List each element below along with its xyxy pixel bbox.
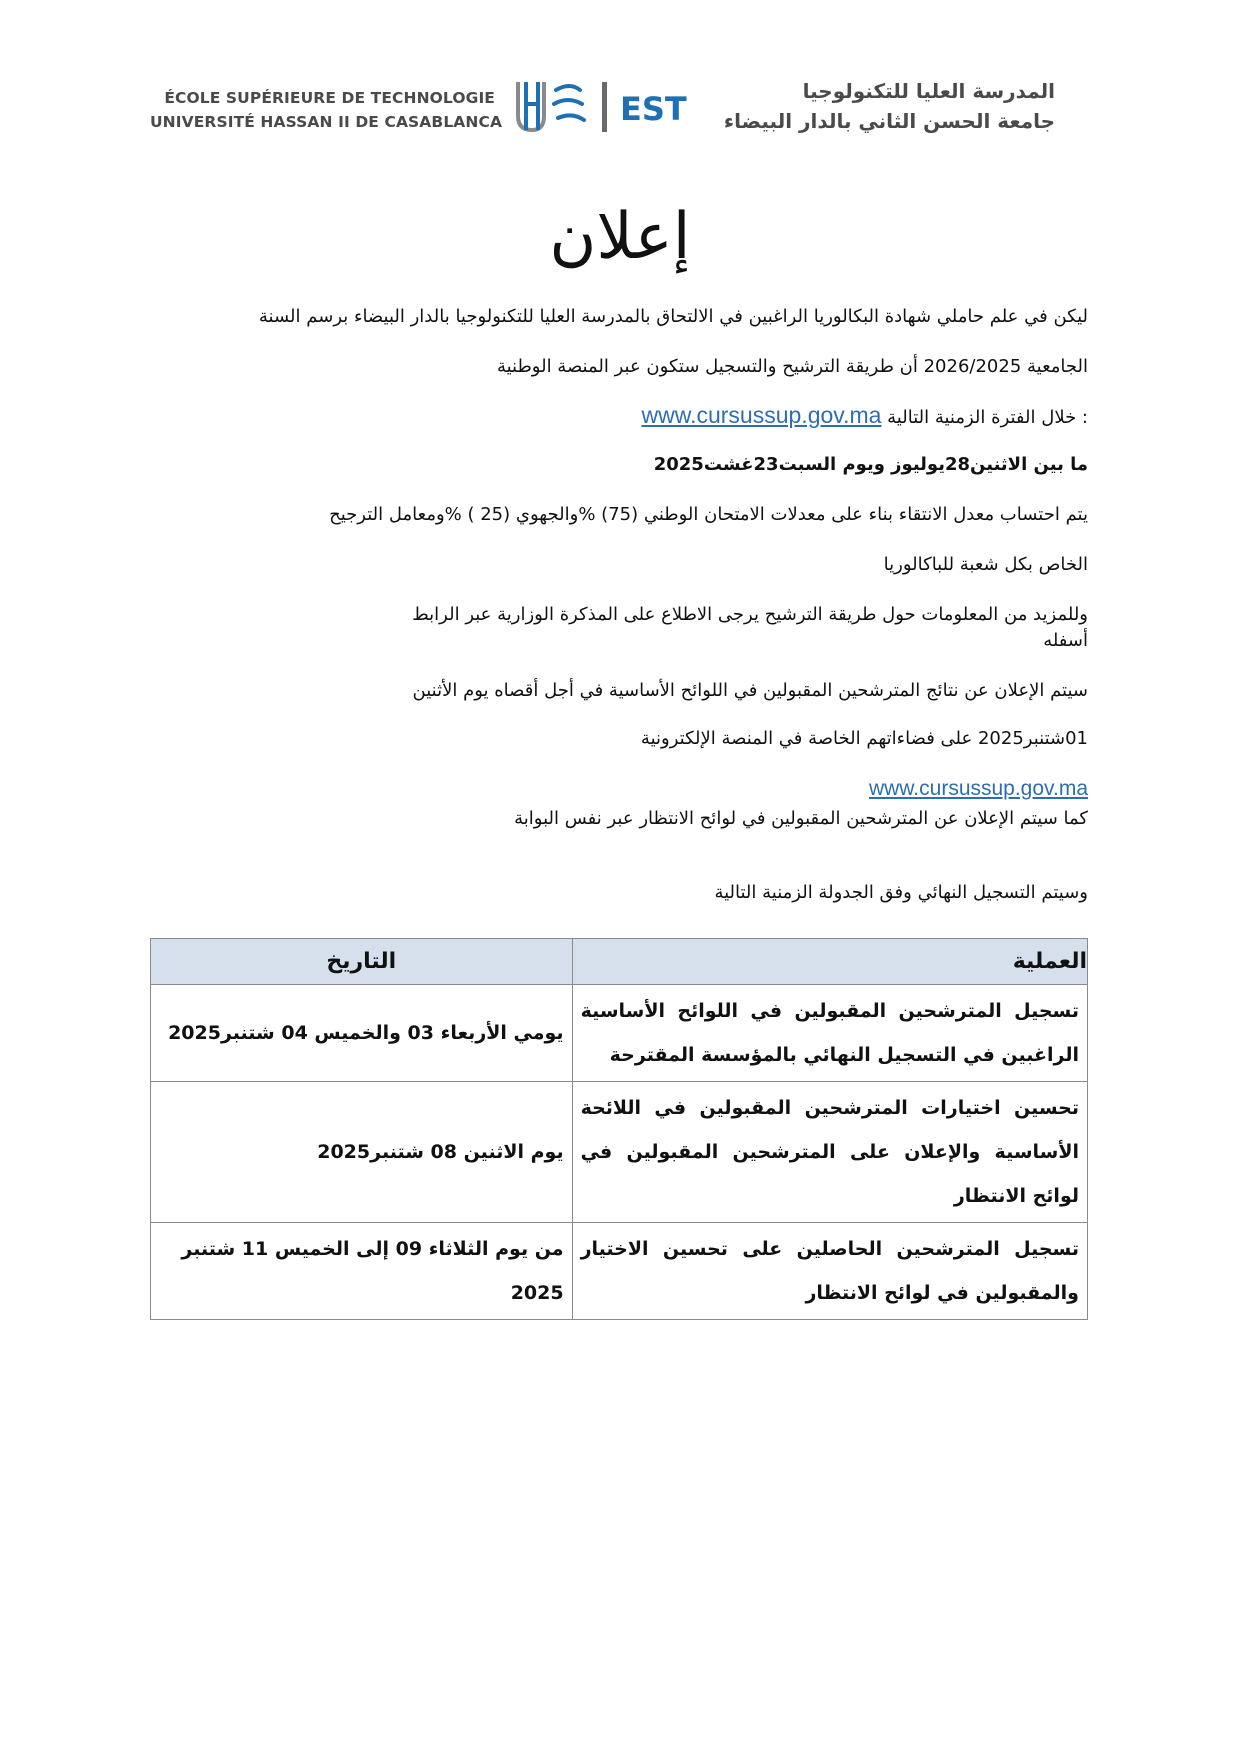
paragraph-6: الخاص بكل شعبة للباكالوريا bbox=[883, 554, 1088, 575]
header-operation: العملية bbox=[572, 939, 1087, 985]
date-cell: من يوم الثلاثاء 09 إلى الخميس 11 شتنبر 2025 bbox=[151, 1223, 573, 1320]
paragraph-11: كما سيتم الإعلان عن المترشحين المقبولين في لوائح الانتظار عبر نفس البوابة bbox=[514, 808, 1088, 829]
school-name-fr-line2: UNIVERSITÉ HASSAN II DE CASABLANCA bbox=[150, 113, 503, 131]
platform-link[interactable]: www.cursussup.gov.ma bbox=[641, 402, 882, 428]
header-date: التاريخ bbox=[151, 939, 573, 985]
school-name-fr-line1: ÉCOLE SUPÉRIEURE DE TECHNOLOGIE bbox=[164, 89, 495, 107]
paragraph-12: وسيتم التسجيل النهائي وفق الجدولة الزمنية التالية bbox=[714, 882, 1088, 903]
paragraph-9: 01شتنبر2025 على فضاءاتهم الخاصة في المنصة الإلكترونية bbox=[640, 728, 1088, 749]
operation-cell: تسجيل المترشحين الحاصلين على تحسين الاختيار والمقبولين في لوائح الانتظار bbox=[572, 1223, 1087, 1320]
table-row bbox=[151, 985, 1088, 1082]
period-dates: ما بين الاثنين28يوليوز ويوم السبت23غشت2025 bbox=[653, 454, 1088, 475]
operation-cell: تحسين اختيارات المترشحين المقبولين في اللائحة الأساسية والإعلان على المترشحين المقبولين في لوائح الانتظار bbox=[572, 1082, 1087, 1223]
period-text: خلال الفترة الزمنية التالية : bbox=[887, 407, 1088, 428]
page-title: إعلان bbox=[549, 200, 691, 274]
school-name-ar-line2: جامعة الحسن الثاني بالدار البيضاء bbox=[723, 109, 1055, 133]
paragraph-7b: أسفله bbox=[1043, 630, 1088, 651]
paragraph-10 bbox=[150, 776, 1088, 803]
paragraph-5: يتم احتساب معدل الانتقاء بناء على معدلات الامتحان الوطني (75) %والجهوي (25 ) %ومعامل الترجيح bbox=[329, 504, 1088, 525]
school-name-french bbox=[150, 86, 503, 134]
paragraph-8: سيتم الإعلان عن نتائج المترشحين المقبولين في اللوائح الأساسية في أجل أقصاه يوم الأثنين bbox=[412, 680, 1088, 701]
est-logo-icon bbox=[512, 76, 712, 136]
schedule-table bbox=[150, 938, 1088, 1320]
operation-cell: تسجيل المترشحين المقبولين في اللوائح الأساسية الراغبين في التسجيل النهائي بالمؤسسة المقترحة bbox=[572, 985, 1087, 1082]
paragraph-3 bbox=[150, 402, 1088, 431]
date-cell: يوم الاثنين 08 شتنبر2025 bbox=[151, 1082, 573, 1223]
school-name-arabic bbox=[720, 76, 1055, 136]
paragraph-2: الجامعية 2026/2025 أن طريقة الترشيح والتسجيل ستكون عبر المنصة الوطنية bbox=[496, 356, 1088, 377]
date-cell: يومي الأربعاء 03 والخميس 04 شتنبر2025 bbox=[151, 985, 573, 1082]
est-logo bbox=[512, 76, 712, 136]
table-header-row bbox=[151, 939, 1088, 985]
school-name-ar-line1: المدرسة العليا للتكنولوجيا bbox=[802, 79, 1055, 103]
table-row bbox=[151, 1223, 1088, 1320]
paragraph-1: ليكن في علم حاملي شهادة البكالوريا الراغبين في الالتحاق بالمدرسة العليا للتكنولوجيا بالدار البيضاء برسم السنة bbox=[258, 306, 1088, 327]
logo-text: EST bbox=[620, 90, 687, 128]
platform-link-2[interactable]: www.cursussup.gov.ma bbox=[868, 777, 1088, 800]
paragraph-7a: وللمزيد من المعلومات حول طريقة الترشيح يرجى الاطلاع على المذكرة الوزارية عبر الرابط bbox=[412, 604, 1088, 625]
table-row bbox=[151, 1082, 1088, 1223]
